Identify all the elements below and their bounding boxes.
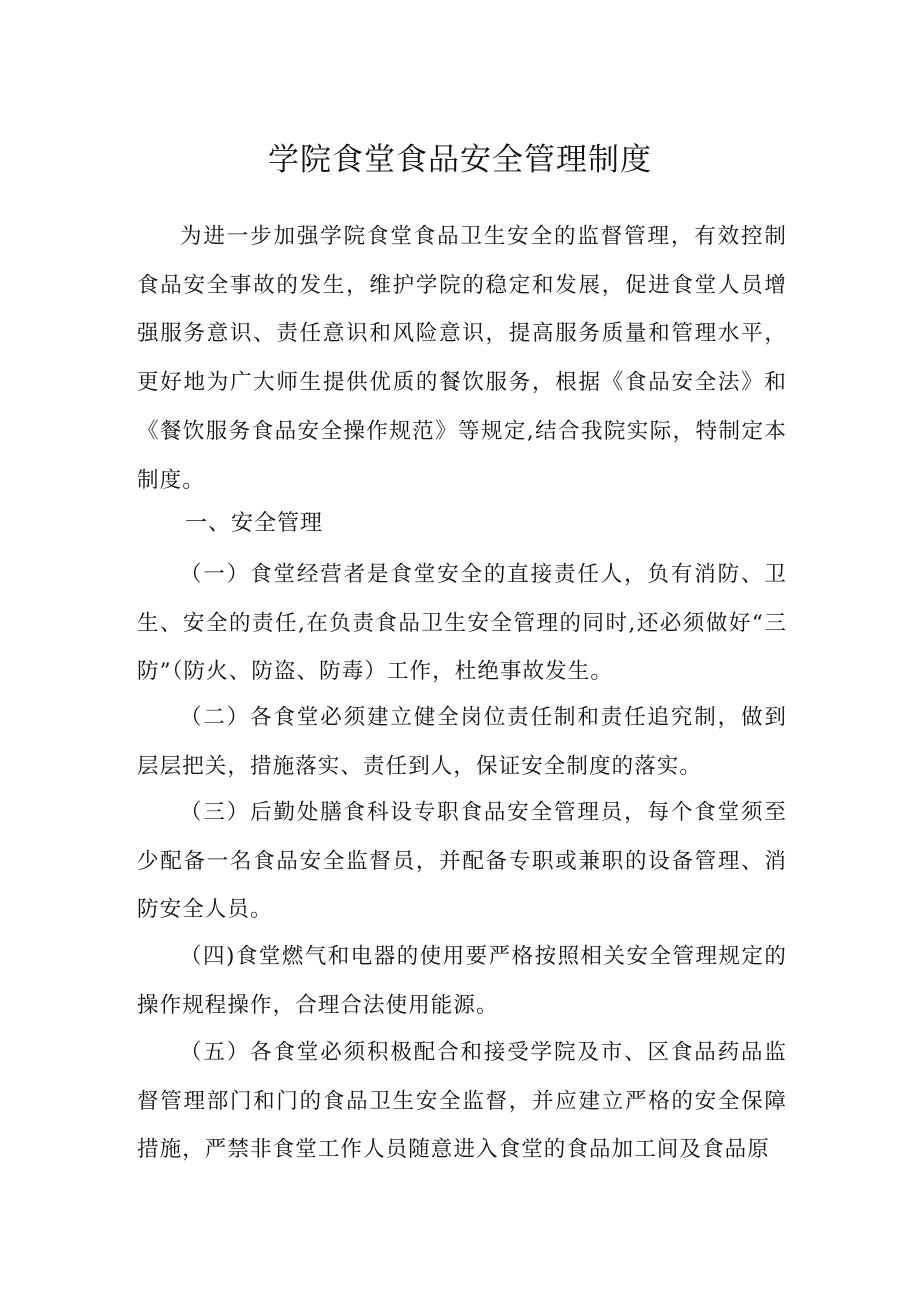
clause-5-paragraph: （五）各食堂必须积极配合和接受学院及市、区食品药品监督管理部门和门的食品卫生安全监督，并应建立严格的安全保障措施，严禁非食堂工作人员随意进入食堂的食品加工间及食品原 <box>137 1040 787 1163</box>
clause-3-paragraph: （三）后勤处膳食科设专职食品安全管理员，每个食堂须至少配备一名食品安全监督员，并配备专职或兼职的设备管理、消防安全人员。 <box>137 800 787 923</box>
document-title: 学院食堂食品安全管理制度 <box>268 142 652 178</box>
section-heading: 一、安全管理 <box>185 511 324 536</box>
clause-1-paragraph: （一）食堂经营者是食堂安全的直接责任人，负有消防、卫生、安全的责任,在负责食品卫生安全管理的同时,还必须做好“三防”（防火、防盗、防毒）工作，杜绝事故发生。 <box>137 562 787 685</box>
clause-2-paragraph: （二）各食堂必须建立健全岗位责任制和责任追究制，做到层层把关，措施落实、责任到人，保证安全制度的落实。 <box>137 705 787 779</box>
clause-4-paragraph: （四)食堂燃气和电器的使用要严格按照相关安全管理规定的操作规程操作，合理合法使用能源。 <box>137 944 787 1018</box>
intro-paragraph: 为进一步加强学院食堂食品卫生安全的监督管理，有效控制食品安全事故的发生，维护学院的稳定和发展，促进食堂人员增强服务意识、责任意识和风险意识，提高服务质量和管理水平，更好地为广大师生提供优质的餐饮服务，根据《食品安全法》和《餐饮服务食品安全操作规范》等规定,结合我院实际，特制定本制度。 <box>137 224 787 493</box>
